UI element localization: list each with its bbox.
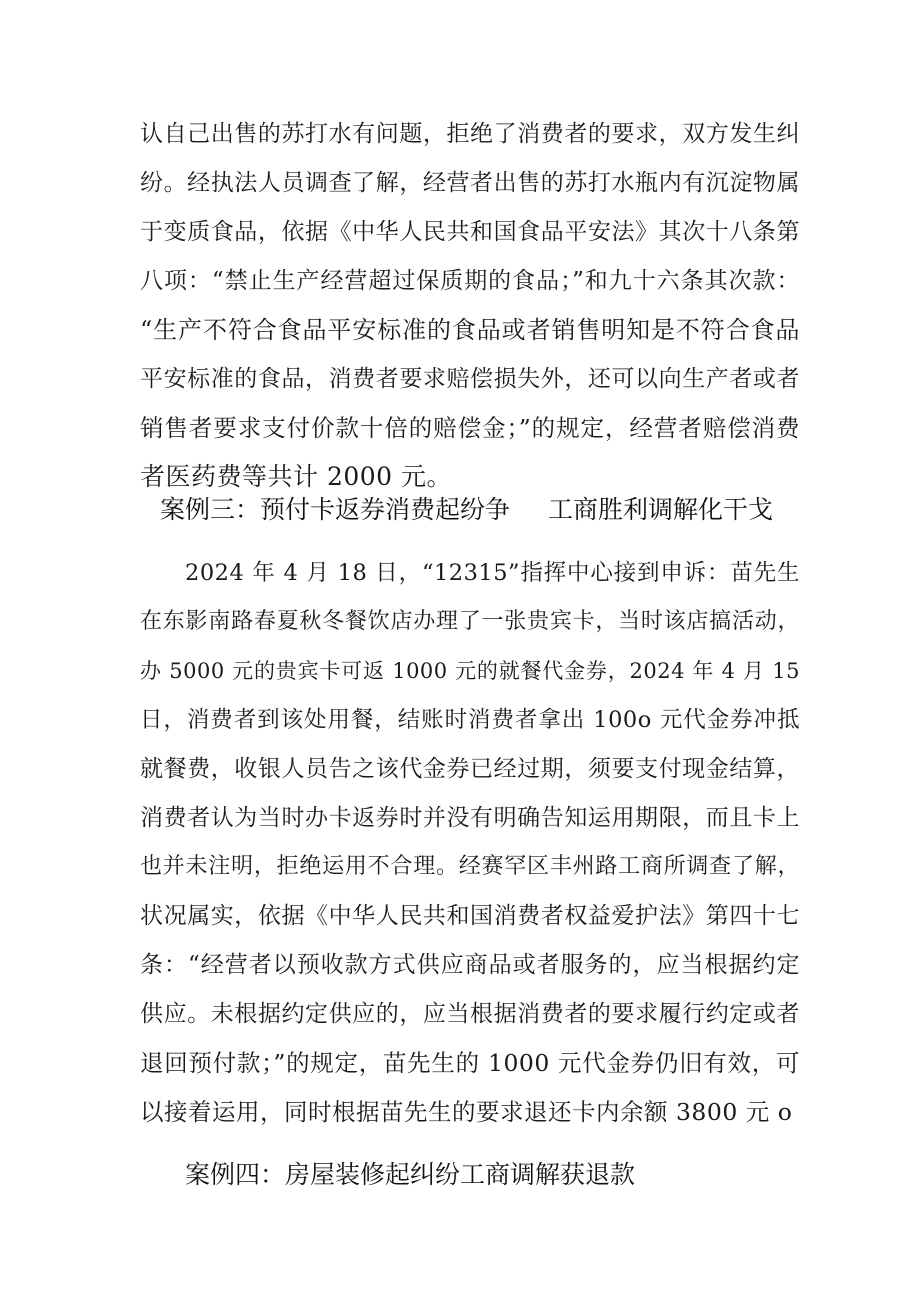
paragraph-line: 日，消费者到该处用餐，结账时消费者拿出 100o 元代金券冲抵 [140, 707, 800, 733]
paragraph-line: 于变质食品，依据《中华人民共和国食品平安法》其次十八条第 [140, 219, 800, 245]
paragraph-line: 销售者要求支付价款十倍的赔偿金；”的规定，经营者赔偿消费 [140, 414, 800, 442]
paragraph-line: 状况属实，依据《中华人民共和国消费者权益爱护法》第四十七 [140, 903, 800, 929]
paragraph-line: 在东影南路春夏秋冬餐饮店办理了一张贵宾卡，当时该店搞活动， [140, 609, 800, 634]
paragraph-line: 供应。未根据约定供应的，应当根据消费者的要求履行约定或者 [140, 1001, 800, 1027]
paragraph-line: “生产不符合食品平安标准的食品或者销售明知是不符合食品 [140, 316, 800, 344]
paragraph-line: 平安标准的食品，消费者要求赔偿损失外，还可以向生产者或者 [140, 366, 800, 392]
paragraph-line: 八项：“禁止生产经营超过保质期的食品；”和九十六条其次款： [140, 268, 800, 294]
case4-heading: 案例四：房屋装修起纠纷工商调解获退款 [185, 1160, 636, 1189]
paragraph-line: 办 5000 元的贵宾卡可返 1000 元的就餐代金券，2024 年 4 月 15 [140, 659, 800, 683]
paragraph-line: 2024 年 4 月 18 日，“12315”指挥中心接到申诉：苗先生 [185, 560, 800, 586]
case3-heading-left: 案例三：预付卡返券消费起纷争 [160, 495, 511, 524]
paragraph-line: 条：“经营者以预收款方式供应商品或者服务的，应当根据约定 [140, 952, 800, 978]
paragraph-line: 退回预付款；”的规定，苗先生的 1000 元代金券仍旧有效，可 [140, 1049, 800, 1077]
paragraph-line: 也并未注明，拒绝运用不合理。经赛罕区丰州路工商所调查了解， [140, 854, 800, 879]
case3-heading-right: 工商胜利调解化干戈 [548, 495, 774, 524]
paragraph-line: 以接着运用，同时根据苗先生的要求退还卡内余额 3800 元 o [140, 1098, 793, 1126]
paragraph-line: 认自己出售的苏打水有问题，拒绝了消费者的要求，双方发生纠 [140, 121, 800, 147]
paragraph-line: 消费者认为当时办卡返券时并没有明确告知运用期限，而且卡上 [140, 805, 800, 831]
paragraph-line: 纷。经执法人员调查了解，经营者出售的苏打水瓶内有沉淀物属 [140, 170, 800, 196]
paragraph-line: 者医药费等共计 2000 元。 [140, 462, 453, 491]
paragraph-line: 就餐费，收银人员告之该代金券已经过期，须要支付现金结算， [140, 756, 800, 782]
